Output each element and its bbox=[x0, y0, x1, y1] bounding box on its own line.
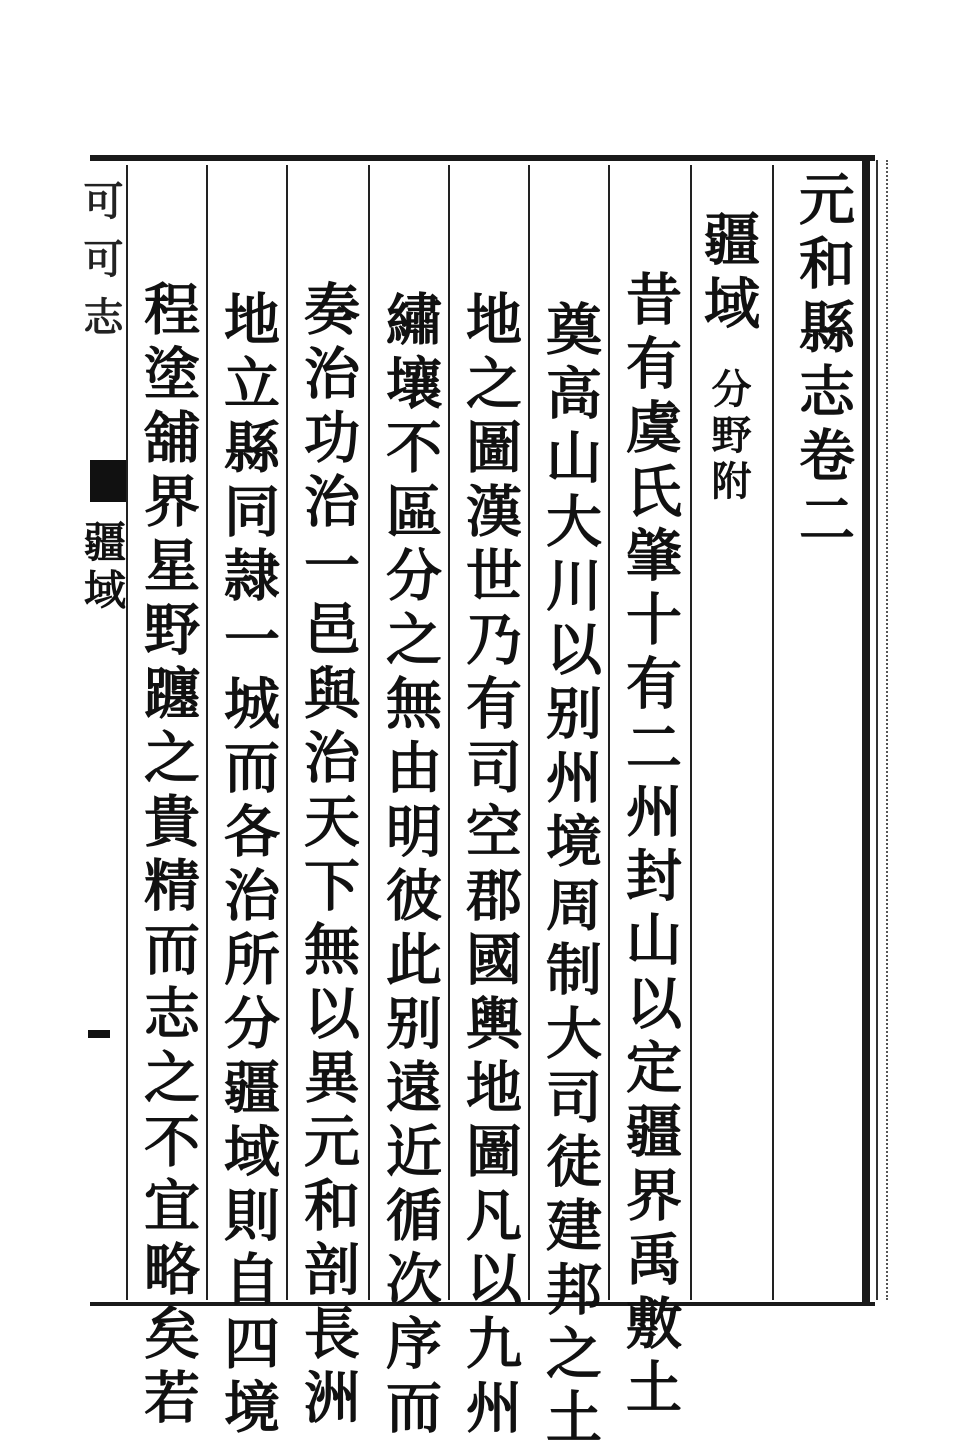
column-rule bbox=[448, 165, 450, 1300]
frame-top-border bbox=[90, 155, 875, 161]
column-rule bbox=[608, 165, 610, 1300]
page-edge bbox=[886, 160, 902, 1300]
volume-title: 元和縣志卷二 bbox=[790, 170, 856, 554]
fold-section-label: 疆域 bbox=[78, 520, 127, 616]
fold-margin-top-marks: 可可志 bbox=[77, 180, 124, 354]
column-rule bbox=[368, 165, 370, 1300]
frame-right-inner-border bbox=[876, 160, 878, 1300]
text-column-3: 地之圖漢世乃有司空郡國輿地圖凡以九州 bbox=[457, 290, 523, 1442]
text-column-2: 奠高山大川以别州境周制大司徒建邦之土 bbox=[537, 300, 603, 1452]
text-column-6: 地立縣同隷一城而各治所分疆域則自四境 bbox=[215, 290, 281, 1442]
column-rule bbox=[772, 165, 774, 1300]
text-column-5: 奏治功治一邑與治天下無以異元和剖長洲 bbox=[295, 280, 361, 1432]
column-rule bbox=[286, 165, 288, 1300]
column-rule bbox=[690, 165, 692, 1300]
section-heading-column bbox=[695, 210, 761, 506]
text-column-7: 程塗舖界星野躔之貴精而志之不宜略矣若 bbox=[135, 280, 201, 1432]
section-subheading: 分野附 bbox=[705, 368, 752, 506]
column-rule bbox=[528, 165, 530, 1300]
frame-right-border bbox=[862, 155, 870, 1305]
text-column-4: 繡壤不區分之無由明彼此别遠近循次序而 bbox=[377, 290, 443, 1442]
column-rule bbox=[206, 165, 208, 1300]
section-heading: 疆域 bbox=[695, 210, 761, 338]
text-column-1: 昔有虞氏肇十有二州封山以定疆界禹敷土 bbox=[617, 270, 683, 1422]
fold-page-mark bbox=[88, 1030, 110, 1038]
fold-fishtail-mark bbox=[90, 460, 126, 502]
